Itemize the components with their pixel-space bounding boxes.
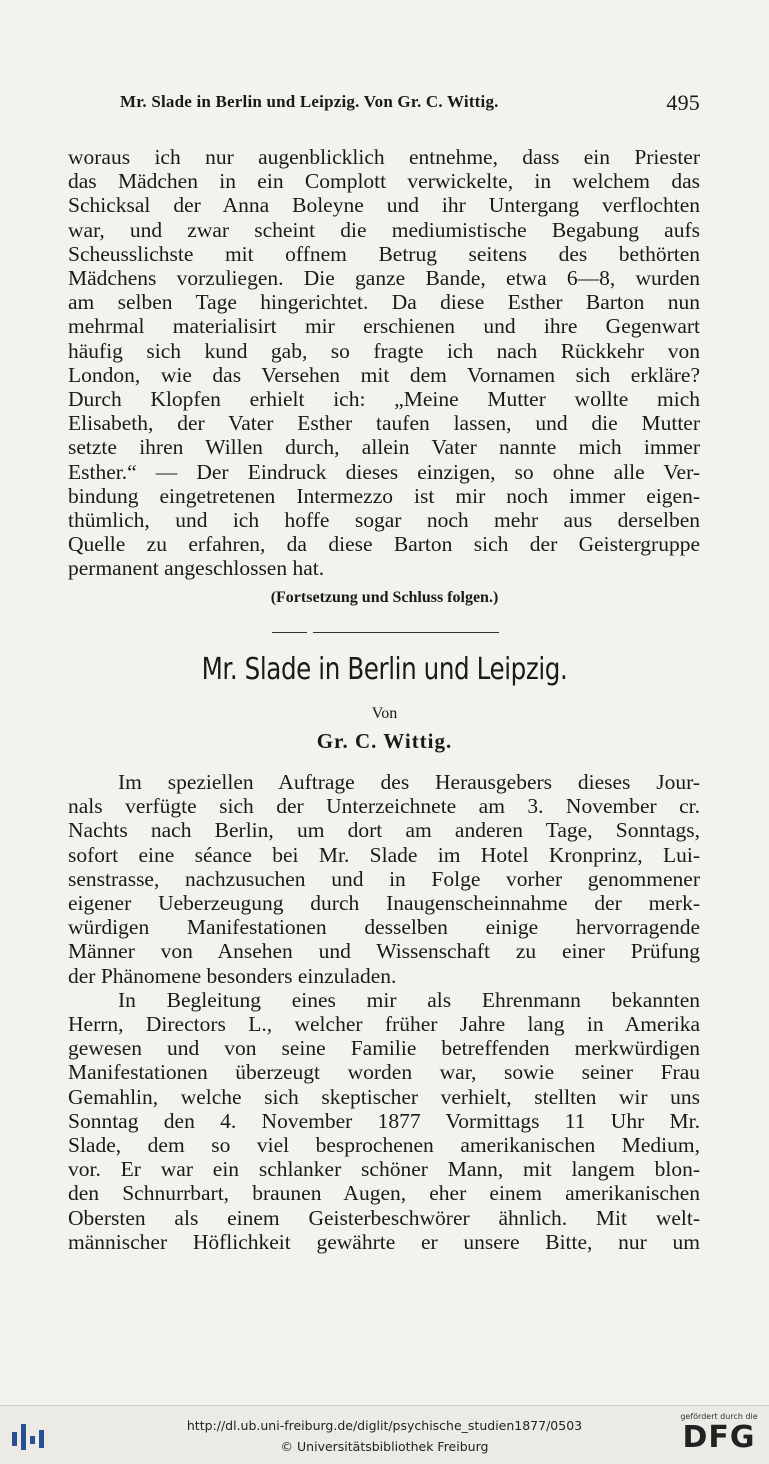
text-line: London, wie das Versehen mit dem Vornamen sich erkläre? — [68, 362, 700, 387]
text-line: thümlich, und ich hoffe sogar noch mehr aus derselben — [68, 508, 700, 533]
text-line: Manifestationen überzeugt worden war, sowie seiner Frau — [68, 1060, 700, 1085]
continuation-text — [68, 145, 700, 581]
separator-rule — [313, 632, 499, 633]
text-line: Nachts nach Berlin, um dort am anderen Tage, Sonntags, — [68, 818, 700, 843]
text-line: nals verfügte sich der Unterzeichnete am 3. November cr. — [68, 794, 700, 819]
running-title: Mr. Slade in Berlin und Leipzig. Von Gr. C. Wittig. — [120, 92, 499, 111]
dfg-logo[interactable] — [679, 1412, 759, 1460]
separator-rule — [272, 632, 307, 633]
text-line: war, und zwar scheint die mediumistische Begabung aufs — [68, 217, 700, 242]
article-title: Mr. Slade in Berlin und Leipzig. — [201, 652, 568, 687]
text-line: Slade, dem so viel besprochenen amerikanischen Medium, — [68, 1133, 700, 1158]
text-line: permanent angeschlossen hat. — [68, 556, 325, 581]
byline-von: Von — [371, 705, 398, 722]
text-line: der Phänomene besonders einzuladen. — [68, 963, 397, 988]
text-line: senstrasse, nachzusuchen und in Folge vorher genommener — [68, 866, 700, 891]
text-line: Im speziellen Auftrage des Herausgebers dieses Jour- — [118, 770, 700, 794]
text-line: am selben Tage hingerichtet. Da diese Esther Barton nun — [68, 290, 700, 315]
text-line: Sonntag den 4. November 1877 Vormittags 11 Uhr Mr. — [68, 1108, 700, 1133]
text-line: Elisabeth, der Vater Esther taufen lassen, und die Mutter — [68, 411, 700, 436]
text-line: Quelle zu erfahren, da diese Barton sich der Geistergruppe — [68, 532, 700, 557]
text-line: männischer Höflichkeit gewährte er unsere Bitte, nur um — [68, 1229, 700, 1254]
text-line: vor. Er war ein schlanker schöner Mann, mit langem blon- — [68, 1157, 700, 1182]
text-line: In Begleitung eines mir als Ehrenmann bekannten — [118, 987, 700, 1012]
permalink-url[interactable]: http://dl.ub.uni-freiburg.de/diglit/psychische_studien1877/0503 — [186, 1418, 583, 1433]
text-line: woraus ich nur augenblicklich entnehme, dass ein Priester — [68, 145, 700, 169]
text-line: Gemahlin, welche sich skeptischer verhielt, stellten wir uns — [68, 1084, 700, 1109]
copyright-text: © Universitätsbibliothek Freiburg — [280, 1439, 489, 1454]
text-line: Herrn, Directors L., welcher früher Jahre lang in Amerika — [68, 1012, 700, 1037]
running-head — [120, 90, 700, 115]
article-author: Gr. C. Wittig. — [316, 729, 453, 753]
text-line: Obersten als einem Geisterbeschwörer ähnlich. Mit welt- — [68, 1205, 700, 1230]
text-line: Männer von Ansehen und Wissenschaft zu einer Prüfung — [68, 939, 700, 964]
text-line: Esther.“ — Der Eindruck dieses einzigen, so ohne alle Ver- — [68, 459, 700, 484]
viewer-footer — [0, 1405, 769, 1464]
text-line: Durch Klopfen erhielt ich: „Meine Mutter wollte mich — [68, 387, 700, 412]
text-line: mehrmal materialisirt mir erschienen und ihre Gegenwart — [68, 314, 700, 339]
text-line: gewesen und von seine Familie betreffenden merkwürdigen — [68, 1036, 700, 1061]
text-line: sofort eine séance bei Mr. Slade im Hotel Kronprinz, Lui- — [68, 842, 700, 867]
text-line: Scheusslichste mit offnem Betrug seitens des bethörten — [68, 241, 700, 266]
continuation-note: (Fortsetzung und Schluss folgen.) — [270, 589, 499, 606]
text-line: würdigen Manifestationen desselben einige hervorragende — [68, 915, 700, 940]
text-line: Mädchens vorzuliegen. Die ganze Bande, etwa 6—8, wurden — [68, 266, 700, 291]
text-line: Schicksal der Anna Boleyne und ihr Untergang verflochten — [68, 193, 700, 218]
text-line: das Mädchen in ein Complott verwickelte, in welchem das — [68, 169, 700, 194]
sponsor-text: gefördert durch die — [680, 1412, 758, 1421]
text-line: bindung eingetretenen Intermezzo ist mir noch immer eigen- — [68, 483, 700, 508]
text-line: den Schnurrbart, braunen Augen, eher einem amerikanischen — [68, 1181, 700, 1206]
dfg-logo-text: DFG — [682, 1420, 756, 1455]
text-line: eigener Ueberzeugung durch Inaugenscheinnahme der merk- — [68, 891, 700, 916]
article-body — [68, 770, 700, 1254]
page-number: 495 — [666, 90, 700, 115]
text-line: setzte ihren Willen durch, allein Vater nannte mich immer — [68, 435, 700, 460]
text-line: häufig sich kund gab, so fragte ich nach Rückkehr von — [68, 338, 700, 363]
